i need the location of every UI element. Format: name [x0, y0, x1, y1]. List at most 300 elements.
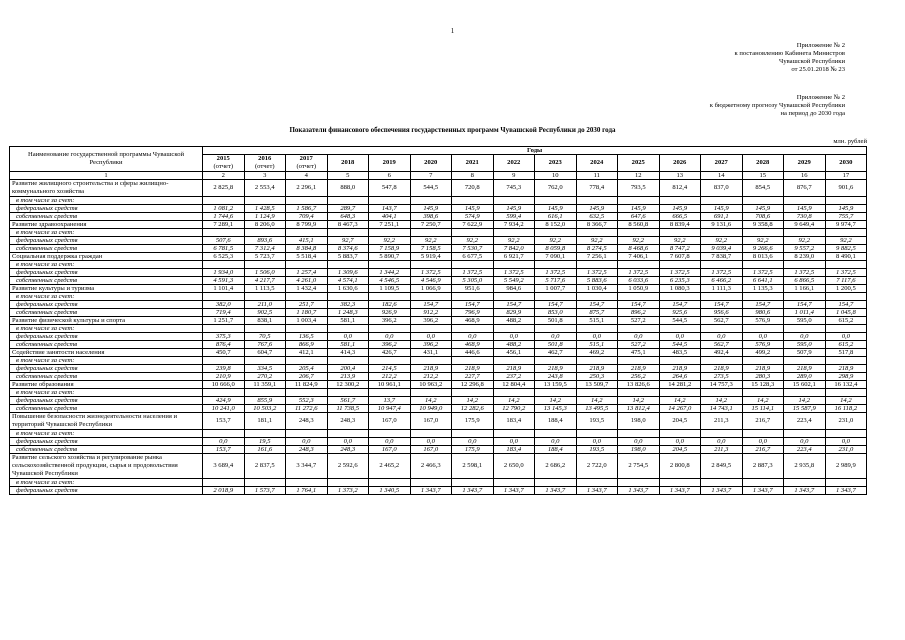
value-cell: 248,3 — [327, 413, 369, 430]
value-cell: 876,7 — [784, 180, 826, 197]
value-cell — [327, 389, 369, 397]
value-cell: 8 206,0 — [244, 221, 286, 229]
value-cell: 926,9 — [369, 309, 411, 317]
value-cell — [535, 479, 577, 487]
value-cell: 0,0 — [535, 333, 577, 341]
value-cell: 212,2 — [369, 373, 411, 381]
row-name: собственных средств — [10, 309, 203, 317]
row-name: в том числе за счет: — [10, 389, 203, 397]
value-cell: 2 989,9 — [825, 454, 867, 479]
funding-source-row — [10, 325, 867, 333]
value-cell — [576, 357, 618, 365]
value-cell: 8 839,4 — [659, 221, 701, 229]
value-cell: 167,0 — [369, 446, 411, 454]
value-cell — [452, 357, 494, 365]
value-cell: 7 158,5 — [410, 245, 452, 253]
year-header — [784, 155, 826, 172]
value-cell — [452, 229, 494, 237]
year-label: 2021 — [465, 159, 479, 166]
value-cell: 10 947,4 — [369, 405, 411, 413]
year-header — [452, 155, 494, 172]
value-cell: 15 587,9 — [784, 405, 826, 413]
value-cell: 7 312,4 — [244, 245, 286, 253]
value-cell: 154,7 — [618, 301, 660, 309]
value-cell: 468,9 — [452, 341, 494, 349]
value-cell: 12 804,4 — [493, 381, 535, 389]
value-cell: 136,5 — [286, 333, 328, 341]
funding-source-row — [10, 309, 867, 317]
value-cell: 812,4 — [659, 180, 701, 197]
year-header — [742, 155, 784, 172]
value-cell: 7 842,0 — [493, 245, 535, 253]
year-header — [203, 155, 245, 172]
column-number: 9 — [493, 172, 535, 180]
value-cell: 1 343,7 — [452, 487, 494, 495]
value-cell — [618, 293, 660, 301]
value-cell: 745,3 — [493, 180, 535, 197]
value-cell: 2 592,6 — [327, 454, 369, 479]
appendix-line: Приложение № 2 — [796, 94, 845, 101]
value-cell — [410, 389, 452, 397]
value-cell: 925,6 — [659, 309, 701, 317]
value-cell: 7 406,1 — [618, 253, 660, 261]
value-cell: 561,7 — [327, 397, 369, 405]
value-cell: 666,5 — [659, 213, 701, 221]
value-cell: 632,5 — [576, 213, 618, 221]
value-cell: 2 754,5 — [618, 454, 660, 479]
row-name: в том числе за счет: — [10, 479, 203, 487]
value-cell: 415,1 — [286, 237, 328, 245]
row-name: в том числе за счет: — [10, 357, 203, 365]
value-cell: 7 622,9 — [452, 221, 494, 229]
value-cell: 13 812,4 — [618, 405, 660, 413]
value-cell: 2 800,8 — [659, 454, 701, 479]
financing-table — [9, 146, 867, 495]
value-cell: 2 686,2 — [535, 454, 577, 479]
row-name: федеральных средств — [10, 205, 203, 213]
value-cell: 273,5 — [701, 373, 743, 381]
value-cell: 1 007,7 — [535, 285, 577, 293]
value-cell: 755,7 — [825, 213, 867, 221]
value-cell — [286, 357, 328, 365]
value-cell: 264,6 — [659, 373, 701, 381]
value-cell: 956,6 — [701, 309, 743, 317]
value-cell: 1 372,5 — [701, 269, 743, 277]
value-cell: 182,6 — [369, 301, 411, 309]
value-cell — [576, 479, 618, 487]
value-cell: 280,3 — [742, 373, 784, 381]
value-cell: 1 372,5 — [825, 269, 867, 277]
value-cell: 2 825,8 — [203, 180, 245, 197]
value-cell: 14,2 — [825, 397, 867, 405]
value-cell: 0,0 — [576, 333, 618, 341]
value-cell: 7 117,6 — [825, 277, 867, 285]
value-cell: 1 343,7 — [535, 487, 577, 495]
value-cell — [825, 389, 867, 397]
value-cell: 154,7 — [659, 301, 701, 309]
value-cell: 161,6 — [244, 446, 286, 454]
value-cell: 1 372,5 — [576, 269, 618, 277]
program-name-header: Наименование государственной программы Чувашской Республики — [10, 147, 203, 172]
value-cell: 1 045,8 — [825, 309, 867, 317]
value-cell: 2 296,1 — [286, 180, 328, 197]
value-cell: 396,2 — [410, 317, 452, 325]
value-cell — [327, 325, 369, 333]
value-cell: 8 490,1 — [825, 253, 867, 261]
year-label: 2020 — [424, 159, 438, 166]
value-cell: 5 919,4 — [410, 253, 452, 261]
value-cell: 248,3 — [286, 446, 328, 454]
value-cell: 188,4 — [535, 446, 577, 454]
value-cell: 1 372,5 — [410, 269, 452, 277]
value-cell: 708,6 — [742, 213, 784, 221]
value-cell — [576, 261, 618, 269]
value-cell: 6 525,3 — [203, 253, 245, 261]
value-cell: 218,9 — [493, 365, 535, 373]
value-cell — [493, 389, 535, 397]
value-cell: 218,9 — [410, 365, 452, 373]
value-cell: 14 267,0 — [659, 405, 701, 413]
value-cell: 70,5 — [244, 333, 286, 341]
value-cell: 154,7 — [452, 301, 494, 309]
value-cell — [742, 293, 784, 301]
value-cell — [701, 430, 743, 438]
value-cell: 562,7 — [701, 317, 743, 325]
value-cell: 0,0 — [784, 438, 826, 446]
value-cell — [493, 357, 535, 365]
funding-source-row — [10, 293, 867, 301]
value-cell: 595,0 — [784, 341, 826, 349]
appendix-line: к постановлению Кабинета Министров — [734, 50, 845, 57]
value-cell — [618, 389, 660, 397]
value-cell: 0,0 — [493, 333, 535, 341]
value-cell: 796,9 — [452, 309, 494, 317]
value-cell: 0,0 — [618, 333, 660, 341]
value-cell: 1 080,3 — [659, 285, 701, 293]
value-cell: 853,0 — [535, 309, 577, 317]
year-header — [576, 155, 618, 172]
value-cell: 6 641,1 — [742, 277, 784, 285]
value-cell — [742, 479, 784, 487]
row-name: федеральных средств — [10, 333, 203, 341]
funding-source-row — [10, 205, 867, 213]
value-cell: 854,5 — [742, 180, 784, 197]
value-cell: 6 677,5 — [452, 253, 494, 261]
value-cell: 562,7 — [701, 341, 743, 349]
value-cell — [244, 479, 286, 487]
value-cell: 12 282,6 — [452, 405, 494, 413]
year-label: 2019 — [382, 159, 396, 166]
year-label: 2026 — [673, 159, 687, 166]
value-cell: 145,9 — [784, 205, 826, 213]
value-cell: 10 503,2 — [244, 405, 286, 413]
value-cell: 1 166,1 — [784, 285, 826, 293]
value-cell — [327, 430, 369, 438]
value-cell: 7 090,1 — [535, 253, 577, 261]
value-cell: 154,7 — [825, 301, 867, 309]
column-number: 15 — [742, 172, 784, 180]
value-cell: 8 747,2 — [659, 245, 701, 253]
value-cell: 507,6 — [203, 237, 245, 245]
value-cell: 1 200,5 — [825, 285, 867, 293]
value-cell — [825, 293, 867, 301]
value-cell: 8 467,3 — [327, 221, 369, 229]
value-cell: 213,9 — [327, 373, 369, 381]
value-cell: 0,0 — [576, 438, 618, 446]
value-cell: 2 837,5 — [244, 454, 286, 479]
value-cell: 1 343,7 — [784, 487, 826, 495]
value-cell: 16 132,4 — [825, 381, 867, 389]
value-cell — [701, 357, 743, 365]
value-cell: 1 764,1 — [286, 487, 328, 495]
value-cell: 19,5 — [244, 438, 286, 446]
value-cell: 0,0 — [452, 438, 494, 446]
appendix-line: на период до 2030 года — [780, 110, 845, 117]
value-cell — [203, 293, 245, 301]
value-cell: 14,2 — [742, 397, 784, 405]
value-cell — [742, 197, 784, 205]
value-cell: 576,9 — [742, 341, 784, 349]
value-cell: 167,0 — [410, 413, 452, 430]
value-cell: 507,9 — [784, 349, 826, 357]
value-cell — [493, 479, 535, 487]
value-cell: 426,7 — [369, 349, 411, 357]
value-cell: 1 343,7 — [618, 487, 660, 495]
column-number: 10 — [535, 172, 577, 180]
value-cell: 10 666,0 — [203, 381, 245, 389]
value-cell — [286, 293, 328, 301]
value-cell — [286, 430, 328, 438]
column-number: 13 — [659, 172, 701, 180]
row-name: собственных средств — [10, 245, 203, 253]
column-number: 4 — [286, 172, 328, 180]
value-cell: 5 890,7 — [369, 253, 411, 261]
value-cell: 92,2 — [618, 237, 660, 245]
value-cell: 1 030,4 — [576, 285, 618, 293]
value-cell — [701, 389, 743, 397]
funding-source-row — [10, 479, 867, 487]
year-label: 2024 — [590, 159, 604, 166]
program-row — [10, 180, 867, 197]
value-cell — [410, 430, 452, 438]
value-cell: 912,2 — [410, 309, 452, 317]
row-name: в том числе за счет: — [10, 293, 203, 301]
value-cell: 0,0 — [369, 438, 411, 446]
column-number: 3 — [244, 172, 286, 180]
value-cell: 0,0 — [659, 333, 701, 341]
value-cell: 154,7 — [410, 301, 452, 309]
value-cell — [286, 479, 328, 487]
value-cell: 227,7 — [452, 373, 494, 381]
value-cell: 396,2 — [369, 317, 411, 325]
row-name: в том числе за счет: — [10, 197, 203, 205]
value-cell: 501,8 — [535, 317, 577, 325]
value-cell: 154,7 — [576, 301, 618, 309]
year-label: 2028 — [756, 159, 770, 166]
value-cell: 1 372,5 — [452, 269, 494, 277]
value-cell — [784, 261, 826, 269]
value-cell: 1 372,5 — [493, 269, 535, 277]
funding-source-row — [10, 405, 867, 413]
value-cell — [203, 261, 245, 269]
value-cell: 951,6 — [452, 285, 494, 293]
value-cell: 1 081,2 — [203, 205, 245, 213]
value-cell: 175,9 — [452, 446, 494, 454]
value-cell: 501,8 — [535, 341, 577, 349]
value-cell — [452, 197, 494, 205]
value-cell: 5 717,6 — [535, 277, 577, 285]
value-cell — [784, 430, 826, 438]
row-name: Развитие физической культуры и спорта — [10, 317, 203, 325]
value-cell: 382,3 — [327, 301, 369, 309]
year-header — [659, 155, 701, 172]
value-cell — [784, 357, 826, 365]
row-name: в том числе за счет: — [10, 430, 203, 438]
value-cell — [452, 389, 494, 397]
row-name: федеральных средств — [10, 269, 203, 277]
value-cell — [701, 325, 743, 333]
value-cell: 14,2 — [659, 397, 701, 405]
value-cell: 462,7 — [535, 349, 577, 357]
value-cell: 552,3 — [286, 397, 328, 405]
value-cell — [659, 479, 701, 487]
value-cell: 1 251,7 — [203, 317, 245, 325]
value-cell: 231,0 — [825, 446, 867, 454]
value-cell: 8 468,6 — [618, 245, 660, 253]
value-cell: 647,6 — [618, 213, 660, 221]
value-cell: 431,1 — [410, 349, 452, 357]
value-cell: 200,4 — [327, 365, 369, 373]
value-cell — [701, 261, 743, 269]
value-cell — [369, 229, 411, 237]
value-cell — [327, 197, 369, 205]
value-cell: 0,0 — [410, 438, 452, 446]
value-cell: 1 180,7 — [286, 309, 328, 317]
value-cell — [493, 197, 535, 205]
program-row — [10, 381, 867, 389]
row-name: в том числе за счет: — [10, 229, 203, 237]
value-cell: 8 059,8 — [535, 245, 577, 253]
value-cell: 488,2 — [493, 317, 535, 325]
value-cell: 6 866,5 — [784, 277, 826, 285]
row-name: федеральных средств — [10, 237, 203, 245]
value-cell — [369, 293, 411, 301]
value-cell: 211,3 — [701, 446, 743, 454]
value-cell: 0,0 — [659, 438, 701, 446]
row-name: федеральных средств — [10, 438, 203, 446]
value-cell: 206,7 — [286, 373, 328, 381]
value-cell — [535, 293, 577, 301]
value-cell — [369, 430, 411, 438]
value-cell: 11 738,5 — [327, 405, 369, 413]
value-cell: 2 849,5 — [701, 454, 743, 479]
value-cell — [576, 430, 618, 438]
value-cell — [493, 325, 535, 333]
value-cell — [410, 325, 452, 333]
value-cell: 13,7 — [369, 397, 411, 405]
value-cell: 980,6 — [742, 309, 784, 317]
value-cell: 1 506,0 — [244, 269, 286, 277]
value-cell — [410, 197, 452, 205]
value-cell — [369, 389, 411, 397]
value-cell — [825, 229, 867, 237]
value-cell: 8 374,6 — [327, 245, 369, 253]
value-cell: 0,0 — [742, 438, 784, 446]
value-cell: 204,5 — [659, 446, 701, 454]
funding-source-row — [10, 229, 867, 237]
value-cell: 6 781,5 — [203, 245, 245, 253]
value-cell: 1 372,5 — [659, 269, 701, 277]
value-cell: 92,2 — [410, 237, 452, 245]
value-cell: 1 343,7 — [742, 487, 784, 495]
value-cell: 218,9 — [825, 365, 867, 373]
appendix-note-decree — [734, 42, 845, 74]
value-cell: 270,2 — [244, 373, 286, 381]
value-cell: 1 343,7 — [410, 487, 452, 495]
value-cell: 154,7 — [742, 301, 784, 309]
value-cell: 181,1 — [244, 413, 286, 430]
value-cell: 7 158,9 — [369, 245, 411, 253]
value-cell: 469,2 — [576, 349, 618, 357]
value-cell: 15 602,1 — [784, 381, 826, 389]
value-cell — [452, 325, 494, 333]
column-number: 16 — [784, 172, 826, 180]
value-cell — [493, 430, 535, 438]
funding-source-row — [10, 365, 867, 373]
value-cell: 547,8 — [369, 180, 411, 197]
value-cell: 243,8 — [535, 373, 577, 381]
value-cell: 648,3 — [327, 213, 369, 221]
value-cell: 720,8 — [452, 180, 494, 197]
value-cell — [576, 229, 618, 237]
value-cell — [369, 197, 411, 205]
value-cell: 544,5 — [659, 317, 701, 325]
value-cell — [244, 325, 286, 333]
value-cell: 1 340,5 — [369, 487, 411, 495]
value-cell: 2 722,0 — [576, 454, 618, 479]
value-cell: 193,5 — [576, 446, 618, 454]
value-cell — [535, 325, 577, 333]
value-cell: 210,9 — [203, 373, 245, 381]
value-cell: 92,2 — [369, 237, 411, 245]
value-cell: 198,0 — [618, 413, 660, 430]
value-cell: 145,9 — [452, 205, 494, 213]
years-header: Годы — [203, 147, 867, 155]
value-cell: 396,2 — [369, 341, 411, 349]
value-cell: 1 135,3 — [742, 285, 784, 293]
value-cell: 7 250,7 — [410, 221, 452, 229]
value-cell — [618, 479, 660, 487]
value-cell: 1 372,5 — [535, 269, 577, 277]
value-cell: 218,9 — [618, 365, 660, 373]
value-cell: 4 574,1 — [327, 277, 369, 285]
value-cell — [825, 325, 867, 333]
value-cell: 7 289,1 — [203, 221, 245, 229]
value-cell: 0,0 — [203, 438, 245, 446]
value-cell: 9 039,4 — [701, 245, 743, 253]
value-cell: 154,7 — [493, 301, 535, 309]
value-cell: 14 757,3 — [701, 381, 743, 389]
value-cell: 488,2 — [493, 341, 535, 349]
row-name: в том числе за счет: — [10, 325, 203, 333]
value-cell: 446,6 — [452, 349, 494, 357]
value-cell — [369, 357, 411, 365]
funding-source-row — [10, 197, 867, 205]
value-cell: 778,4 — [576, 180, 618, 197]
page-number: 1 — [450, 27, 455, 35]
value-cell: 876,4 — [203, 341, 245, 349]
value-cell: 153,7 — [203, 413, 245, 430]
